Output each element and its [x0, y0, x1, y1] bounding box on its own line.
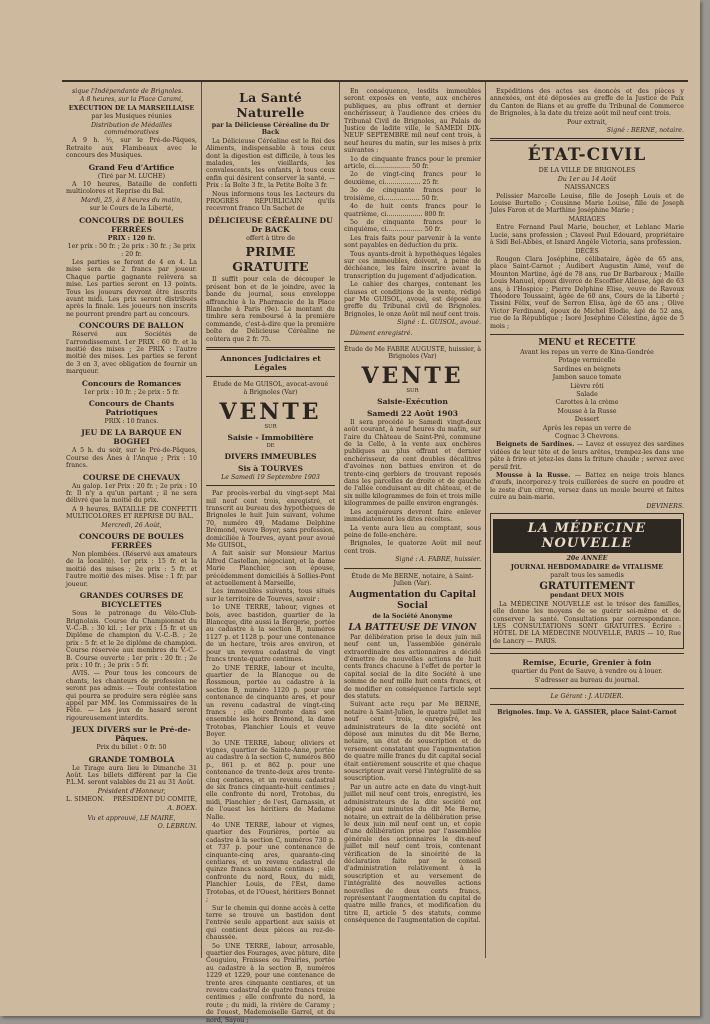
col1-line: Sous le patronage du Vélo-Club-Brignolais. Course du Championnat du V.-C.-B. : 30 kil. ; 1er prix : 15 fr. et un Diplôme de champion du V.-C.-B. ; 2e prix : 5 fr. et le 2e diplôme de champion. Course réservée aux membres du V.-C.-B. Course ouverte : 1er prix : 20 fr. ; 2e prix : 10 fr. ; 3e prix : 5 fr.	[66, 610, 197, 669]
heading-gratuitement: GRATUITEMENT	[539, 581, 635, 593]
col4-line: Après les repas un verre de	[542, 424, 632, 432]
heading-boules-2: CONCOURS DE BOULES FERRÉES	[79, 532, 184, 551]
col2-line: offert à titre de	[246, 234, 295, 242]
recipe-title: Beignets de Sardines.	[496, 441, 575, 449]
heading-prime-gratuite: PRIME GRATUITE	[232, 244, 309, 275]
col3-date: Samedi 22 Août 1903	[366, 408, 459, 418]
col3-line: Les acquéreurs devront faire enlever immédiatement les dites récoltes.	[344, 508, 481, 524]
col4-line	[490, 441, 684, 471]
col2-line: SUR	[264, 423, 277, 430]
col1-intro: sique l'Indépendante de Brignoles.	[72, 88, 184, 95]
heading-divers-immeubles: DIVERS IMMEUBLES	[224, 451, 317, 461]
col3-lot: 4o de huit cents francs pour le quatrième, ci.................. 800 fr.	[344, 203, 481, 218]
col2-line: Les immeubles suivants, tous situés sur le territoire de Tourves, savoir :	[206, 588, 335, 603]
col3-line: En conséquence, lesdits immeubles seront exposés en vente, aux enchères publiques, au plus offrant et dernier enchérisseur, à l'audience des criées du Tribunal Civil de Brignoles, au Palais de Justice de ladite ville, le SAMEDI DIX-NEUF SEPTEMBRE mil neuf cent trois, à neuf heures du matin, sur les mises à prix suivantes :	[344, 88, 481, 155]
heading-etat-civil: ÉTAT-CIVIL	[527, 145, 647, 166]
menu-item: Lièvre rôti	[570, 382, 604, 390]
col4-line: Rougon Clara Joséphine, célibataire, âgée de 65 ans, place Saint-Carnot ; Audibert Augustin Aimé, veuf de Mounton Martine, âgé de 78 ans, rue Dr Barbaroux ; Maille Louis Manuel, époux divorcé de Escoffier Alleuse, âgé de 63 ans, à l'Hospice ; Pierre Delphine Elise, veuve de Ravoux Théodore Toussaint, âgée de 60 ans, Cours de la Liberté ; Tissini Félix, veuf de Serron Elisa, âgé de 65 ans ; Olive Victor Ferdinand, époux de Michel Elodie, âgé de 52 ans, rue de la République ; Isoré Joséphine Célestine, âgée de 5 mois ;	[490, 255, 684, 330]
col1-line: Réservé aux Sociétés de l'arrondissement. 1er PRIX : 60 fr. et la moitié des mises ; 2e PRIX : l'autre moitié des mises. Les parties se feront de 3 en 3, avec obligation de fournir un marqueur.	[66, 331, 197, 376]
col4-line: JOURNAL HEBDOMADAIRE de VITALISME	[510, 563, 664, 571]
heading-sante-naturelle: La Santé Naturelle	[236, 90, 305, 120]
heading-naissances: NAISSANCES	[564, 184, 610, 192]
col3-line: Par un autre acte en date du vingt-huit juillet mil neuf cent trois, enregistré, les administrateurs de la dite société ont déposé aux minutes du dit Me Berne, notaire, un extrait de la délibération prise le deux juin mil neuf cent un, et copie d'une délibération prise par l'assemblée générale des actionnaires le dix-neuf juillet mil neuf cent trois, contenant vérification de la sincérité de la déclaration faite par le conseil d'administration relativement à la souscription et au versement de l'intégralité des nouvelles actions nouvelles de deux cents francs, représentant l'augmentation du capital de quatre mille francs, et modification du titre II, article 5 des statuts, comme conséquence de l'augmentation de capital.	[344, 783, 481, 925]
col1-line: Mercredi, 26 Août,	[101, 521, 162, 529]
col1-line: Les parties se feront de 4 en 4. La mise sera de 2 francs par joueur. Chaque partie gagnante relèvera sa mise. Les parties seront en 13 points. Tous les joueurs devront être inscrits avant midi. Les prix seront distribués après la finale. Les joueurs non inscrits ne pourront prendre part au concours.	[66, 258, 197, 318]
col4-line	[490, 472, 684, 502]
heading-cerealine: DÉLICIEUSE CÉRÉALINE DU Dr BACK	[208, 215, 333, 234]
col1-line: (Tiré par M. LUCHE)	[97, 172, 166, 180]
heading-boules-ferrees: CONCOURS DE BOULES FERRÉES	[79, 215, 184, 234]
menu-item: Mousse à la Russe	[557, 407, 617, 415]
col4-line: Cognac 3 Chevrons.	[554, 433, 620, 441]
divider	[206, 347, 335, 350]
signature: PRÉSIDENT DU COMITÉ,	[113, 796, 197, 804]
col3-lot: 2o de vingt-cinq francs pour le deuxième, ci.................. 25 fr.	[344, 171, 481, 186]
divider	[206, 485, 335, 486]
col1-line: sur le Cours de la Liberté,	[89, 205, 174, 213]
heading-deces: DÉCÈS	[575, 247, 599, 255]
recipe-text: — Battez en neige trois blancs d'œufs, incorporez-y trois cuillerées de sucre en poudre et le zeste d'un citron, versez dans un moule beurré et faites cuire au bain-marie.	[490, 472, 684, 502]
col1-line: Au galop. 1er Prix : 20 fr. ; 2e prix : 10 fr. Il n'y a qu'un partant ; il ne sera délivré que la moitié du prix.	[66, 482, 197, 505]
divider	[490, 704, 684, 705]
menu-item: Dessert	[574, 416, 600, 424]
col2-line: 3o UNE TERRE, labour, oliviers et vignes, quartier de Sainte-Anne, portée au cadastre à la section C, numéros 860 p., 861 p. et 862 p. pour une contenance de trente-deux ares trente-cinq centiares, et un revenu cadastral de six francs cinquante-huit centimes ; elle confronte du nord, Trotobas, du midi, Planchier ; de l'est, Garnassin, et de l'ouest les héritiers de Madame Nalle.	[206, 739, 335, 821]
col3-line: Suivant acte reçu par Me BERNE, notaire à Saint-Julien, le quatre juillet mil neuf cent trois, enregistré, les administrateurs de la dite société ont déposé aux minutes du dit Me Berne, notaire, un état de souscription et de versement constatant que l'augmentation de quatre mille francs du dit capital social était entièrement souscrite et que chaque souscripteur avait versé l'intégralité de sa souscription.	[344, 701, 481, 783]
heading-romances: Concours de Romances	[81, 378, 182, 388]
col2-line: 1o UNE TERRE, labour, vignes et bois, avec bastidon, quartier de la Blancque, dite aussi la Bergerie, portée au cadastre à la section B, numéros 1127 p. et 1128 p. pour une contenance de un hectare, trois ares environ, et pour un revenu cadastral de vingt francs trente-quatre centimes.	[206, 604, 335, 664]
divider	[344, 568, 481, 569]
col3-line: Dûment enregistré.	[350, 329, 413, 337]
col1-line: 1er prix : 10 fr. ; 2e prix : 5 fr.	[83, 388, 180, 396]
signature: Signé : L. GUISOL, avoué.	[397, 319, 481, 327]
col2-line: Nous informons tous les Lecteurs du PROGRÈS RÉPUBLICAIN qu'ils recevront franco Un Sachet de	[206, 190, 335, 213]
heading-vente: VENTE	[361, 362, 464, 389]
divider	[490, 334, 684, 335]
signature: DEVINERS.	[646, 502, 684, 510]
heading-jeux: JEU DE LA BARQUE EN BOGHEI	[81, 428, 182, 447]
divider	[490, 653, 684, 654]
menu-item: Carottes à la crème	[555, 399, 619, 407]
col1-line: EXÉCUTION DE LA MARSEILLAISE	[68, 104, 195, 112]
col2-line: DE	[266, 442, 275, 449]
heading-remise-ecurie: Remise, Ecurie, Grenier à foin	[522, 658, 652, 668]
col1-line: Président d'Honneur,	[97, 787, 166, 795]
col1-line: Mardi, 25, à 8 heures du matin,	[80, 196, 183, 204]
column-2	[202, 82, 340, 1024]
col1-line: Non plombées. (Réservé aux amateurs de la localité). 1er prix : 15 fr. et la moitié des mises ; 2e prix : 5 fr. et l'autre moitié des mises. Mise : 1 fr. par joueur.	[66, 551, 197, 588]
col4-line: La MÉDECINE NOUVELLE est le trésor des familles, elle donne les moyens de se guérir soi-même et de conserver la santé. Consultations par correspondance. LES CONSULTATIONS SONT GRATUITES. Écrire : HÔTEL DE LA MÉDECINE NOUVELLE, PARIS — 10, Rue de Lancry — PARIS.	[493, 600, 681, 645]
heading-feu-artifice: Grand Feu d'Artifice	[88, 162, 175, 172]
col4-line: Pelissier Marcelle Louise, fille de Joseph Louis et de Louise Burtello ; Cousinne Marie Louise, fille de Joseph Jules Faron et de Marthine Joséphine Marie ;	[490, 192, 684, 215]
heading-augmentation-capital: Augmentation du Capital Social	[349, 590, 476, 612]
divider	[344, 341, 481, 342]
menu-item: Salade	[576, 391, 598, 398]
col1-line: A 9 h. ½, sur le Pré-de-Pâques, Retraite aux Flambeaux avec le concours des Musiques.	[66, 137, 197, 160]
recipe-text: — Lavez et essuyez des sardines vidées de leur tête et de leurs arêtes, trempez-les dans une pâte à frire et jetez-les dans la friture chaude ; servez avec persil frit.	[490, 441, 684, 471]
col2-line: à Brignoles (Var)	[243, 389, 298, 397]
col4-line: pendant DEUX MOIS	[550, 592, 624, 600]
heading-sis-tourves: Sis à TOURVES	[238, 463, 303, 473]
col1-line: Distribution de Médailles commémoratives	[90, 121, 173, 137]
imprimerie-line: Brignoles. Imp. Ve A. GASSIER, place Saint-Carnot	[497, 709, 677, 717]
gerant-line: Le Gérant : J. AUDIER.	[550, 692, 624, 700]
col1-line: par les Musiques réunies	[91, 113, 172, 121]
heading-saisie-immobiliere: Saisie - Immobilière	[227, 432, 314, 442]
col1-line: Prix du billet : 0 fr. 50	[96, 744, 167, 752]
col1-line: A 5 h. du soir, sur le Pré-de-Pâques, Course des Ânes à l'Anque ; Prix : 10 francs.	[66, 447, 197, 470]
heading-bicyclettes: GRANDES COURSES DE BICYCLETTES	[79, 591, 184, 610]
col1-signatures	[66, 796, 197, 803]
col3-line: Étude de Me BERNE, notaire, à Saint-Julien (Var).	[351, 572, 474, 587]
col1-line: 1er prix : 50 fr. ; 2e prix : 30 fr. ; 3e prix : 20 fr.	[67, 243, 196, 258]
menu-item: Sardines en beignets	[553, 365, 621, 373]
col3-line: SUR	[406, 387, 419, 394]
col4-line: Entre Fernand Paul Marie, boucher, et Leblanc Marie Lucie, sans profession ; Claveel Paul Edouard, propriétaire à Sidi Bel-Abbès, et Isnard Angèle Victoria, sans profession.	[490, 224, 684, 247]
column-1	[62, 82, 202, 958]
col4-line: Du 1er au 14 Août	[557, 175, 617, 183]
heading-saisie-execution: Saisie-Exécution	[377, 396, 448, 406]
divider	[490, 688, 684, 689]
col4-line: paraît tous les samedis	[550, 571, 624, 579]
col3-line: Le cahier des charges, contenant les clauses et conditions de la vente, rédigé par Me GUISOL, avoué, est déposé au greffe du Tribunal civil de Brignoles. Brignoles, le onze Août mil neuf cent trois.	[344, 281, 481, 318]
heading-annonces: Annonces Judiciaires et Légales	[220, 353, 321, 372]
divider	[206, 376, 335, 377]
col3-lot: 5o de cinquante francs pour le cinquième, ci.................. 50 fr.	[344, 218, 481, 234]
col2-line: 4o UNE TERRE, labour et vignes, quartier des Fourières, portée au cadastre à la section C, numéros 730 p. et 737 p. pour une contenance de cinquante-cinq ares, quarante-cinq centiares, et un revenu cadastral de quinze francs soixante centimes ; elle confronte du nord, Roux, du midi, Planchier Louis, de l'Est, dame Trotobas, et de l'Ouest, héritiers Bonnet ;	[206, 822, 335, 904]
col3-lot: 3o de cinquante francs pour le troisième, ci.................. 50 fr.	[344, 187, 481, 202]
col1-line: A 9 heures, BATAILLE DE CONFETTI MULTICOLORES ET REPRISE DU BAL.	[66, 505, 197, 521]
menu-item: Jambon sauce tomate	[552, 374, 622, 382]
col3-line: Par délibération prise le deux juin mil neuf cent un, l'assemblée générale extraordinaire des actionnaires a décidé d'émettre de nouvelles actions de huit cents francs chacune à l'effet de porter le capital social de la dite Société à une somme de neuf mille huit cents francs, et de modifier en conséquence l'article sept des statuts.	[344, 633, 481, 700]
heading-vente: VENTE	[219, 398, 322, 425]
divider	[490, 138, 684, 141]
column-3	[340, 82, 486, 958]
signature: Signé : A. FABRE, huissier.	[395, 556, 481, 564]
menu-item: Potage vermicelle	[558, 357, 616, 365]
column-4	[486, 82, 688, 958]
col3-line: de la Société Anonyme	[372, 613, 453, 621]
col4-line: 20e ANNÉE	[566, 555, 608, 563]
col3-line: Brignoles, le quatorze Août mil neuf cent trois.	[344, 540, 481, 555]
col4-line: Pour extrait,	[567, 118, 607, 126]
heading-chevaux: COURSE DE CHEVAUX	[82, 472, 181, 482]
heading-ballon: CONCOURS DE BALLON	[79, 321, 184, 331]
heading-menu-recette: MENU et RECETTE	[538, 337, 636, 348]
col4-line: Expéditions des actes ses énoncés et des pièces y annexées, ont été déposées au greffe de la Justice de Paix du Canton de Rians et au greffe du Tribunal de Commerce de Brignoles, à la date du treize août mil neuf cent trois.	[490, 88, 684, 118]
col3-line: La vente aura lieu au comptant, sous peine de folle-enchère.	[344, 524, 481, 539]
recipe-title: Mousse à la Russe.	[496, 472, 571, 480]
col3-line: Les frais faits pour parvenir à la vente sont payables en déduction du prix.	[344, 234, 481, 250]
signature: L. SIMEON.	[66, 796, 105, 804]
col1-line: Le Tirage aura lieu le Dimanche 31 Août. Les billets différent par la Cie P.L.M. seront valables du 21 au 31 Août.	[66, 764, 197, 787]
col1-line: Vu et approuvé, LE MAIRE,	[87, 815, 176, 823]
col4-line: DE LA VILLE DE BRIGNOLES	[538, 167, 636, 175]
col1-line: A 8 heures, sur la Place Carami,	[79, 96, 184, 104]
col2-line: A fait saisir sur Monsieur Marius Alfred Castellan, négociant, et la dame Marie Planchier, son épouse, précédemment domiciliés à Sollies-Pont et actuellement à Marseille,	[206, 550, 335, 588]
heading-jeux-divers: JEUX DIVERS sur le Pré-de-Pâques.	[72, 725, 191, 744]
heading-mariages: MARIAGES	[568, 215, 606, 223]
heading-tombola: GRANDE TOMBOLA	[88, 754, 175, 764]
col2-line: La Délicieuse Céréaline est le Roi des Aliments, indispensable à tous ceux dont la digestion est difficile, à tous les malades, les vieillards, les convalescents, les enfants, à tous ceux enfin qui désirent conserver la santé. — Prix : la Boîte 3 fr., la Petite Boîte 3 fr.	[206, 137, 335, 190]
heading-chants: Concours de Chants Patriotiques	[88, 399, 175, 417]
col3-line: Il sera procédé le Samedi vingt-deux août courant, à neuf heures du matin, sur l'aire du Château de Saint-Pré, commune de la Celle, à la vente aux enchères publiques au plus offrant et dernier enchérisseur, de cent doubles décalitres d'avoines non battues environ et de trente-cinq gerbiers de trouvant reposés dans les parcelles de droite et de gauche de l'allée conduisant au dit château, et de six mille kilogrammes de foin et trois mille kilogrammes de paille environ engrangés.	[344, 418, 481, 508]
newspaper-columns	[62, 80, 688, 1024]
col3-line: Tous ayants-droit à hypothèques légales sur ces immeubles, doivent, à peine de déchéance, les faire inscrire avant la transcription du jugement d'adjudication.	[344, 250, 481, 280]
signature: O. LEBRUN.	[157, 823, 197, 831]
col1-line: PRIX : 120 fr.	[107, 234, 156, 242]
col4-line: S'adresser au bureau du journal.	[534, 676, 640, 684]
medecine-nouvelle-ad	[490, 513, 684, 649]
medecine-banner: LA MÉDECINE NOUVELLE	[493, 519, 681, 553]
col2-line: par la Délicieuse Céréaline du Dr Back	[211, 122, 330, 137]
col3-lot: 1o de cinquante francs pour le premier article, ci.................. 50 fr.	[344, 155, 481, 171]
col1-line: A 10 heures, Bataille de confetti multicolores et Reprise du Bal.	[66, 181, 197, 196]
col2-line: Étude de Me GUISOL, avocat-avoué	[212, 380, 329, 388]
col2-line: Par procès-verbal du vingt-sept Mai mil neuf cent trois, enregistré, et transcrit au bureau des hypothèques de Brignoles le huit Juin suivant, volume 70, numéro 49, Madame Delphine Brémond, veuve Boyer, sans profession, domiciliée à Tourves, ayant pour avoué Me GUISOL,	[206, 490, 335, 549]
col2-line: Il suffit pour cela de découper le présent bon et de le joindre, avec la bande du journal, sous enveloppe affranchie à la Pharmacie de la Place Blanche à Paris (9e). Le montant du timbre sera remboursé à la première commande, c'est-à-dire que la première boîte de Délicieuse Céréaline ne coûtera que 2 fr. 75.	[206, 276, 335, 343]
col4-line: quartier du Pont de Sauve, à vendre ou à louer.	[511, 668, 663, 676]
heading-batteuse-vinon: LA BATTEUSE DE VINON	[348, 622, 477, 633]
col2-line: 5o UNE TERRE, labour, arrosable, quartier des Fourages, avec pâture, dite Couguiou, Fraisses ou Prairies, portée au cadastre à la section B, numéros 1229 et 1229, pour une contenance de trente ares cinquante centiares, et un revenu cadastral de quatre francs treize centimes ; elle confronte du nord, la route ; du midi, la rivière de Caramy ; de l'ouest, Mademoiselle Garrel, et du nord, Sayou ;	[206, 942, 335, 1024]
col4-line: Avant les repas un verre de Kina-Gondrée	[520, 348, 654, 356]
col1-line: AVIS. — Pour tous les concours de chants, les chanteurs de profession ne seront pas admis. — Toute contestation qui pourra se produire sera réglée sans appel par MM. les Commissaires de la Fête. — Les jeux de hasard seront rigoureusement interdits.	[66, 670, 197, 722]
col3-line: Étude de Me FABRE AUGUSTE, huissier, à Brignoles (Var)	[344, 346, 481, 361]
col2-line: 2o UNE TERRE, labour et inculte, quartier de la Blancque ou de Rossmoun, portée au cadastre à la section B, numéro 1120 p. pour une contenance de cinquante ares, et pour un revenu cadastral de vingt-cinq francs ; elle confronte dans son ensemble les hoirs Brémond, la dame Trotobas, Planchier Louis et veuve Boyer.	[206, 664, 335, 739]
signature: Signé : BERNE, notaire.	[606, 127, 684, 135]
col2-line: Sur le chemin qui donne accès à cette terre se trouve un bastidon dont l'entrée seule appartient aux saisis et qui contient deux pièces au rez-de-chaussée.	[206, 904, 335, 942]
col1-line: PRIX : 10 francs.	[104, 418, 159, 425]
signature: A. BOEX.	[167, 804, 197, 812]
col2-date: Le Samedi 19 Septembre 1903	[221, 473, 320, 481]
